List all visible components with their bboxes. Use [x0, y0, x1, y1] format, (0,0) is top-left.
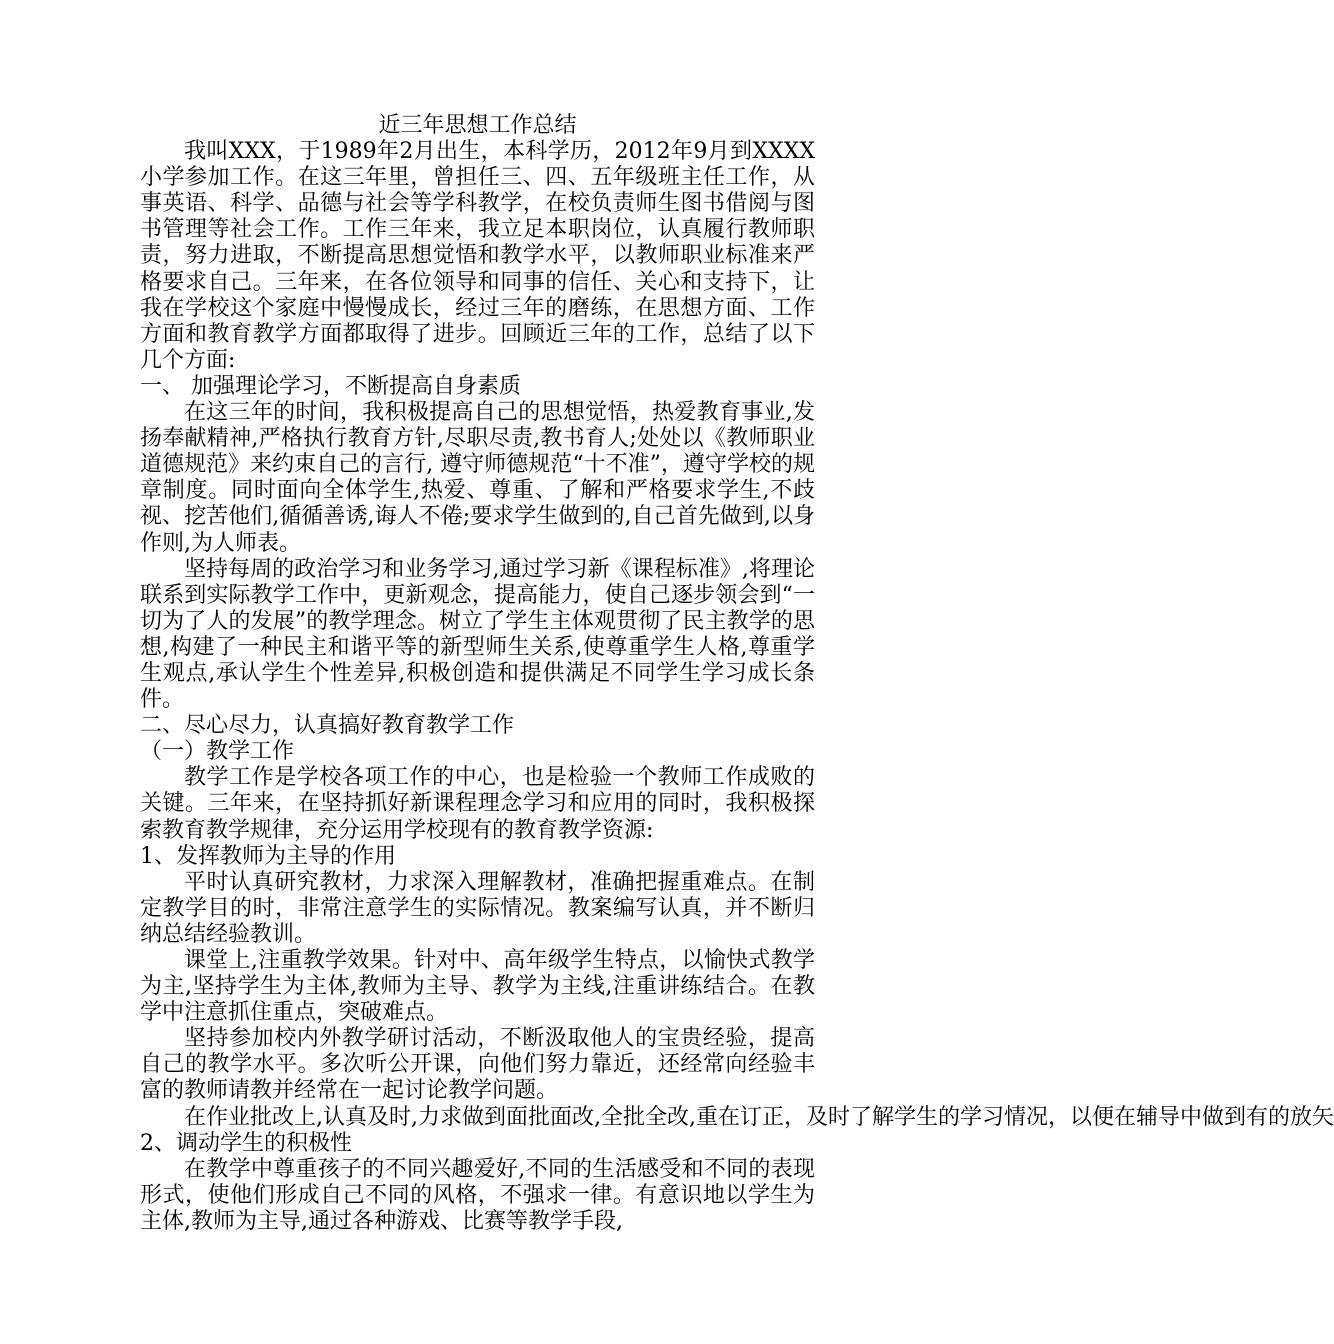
section-heading-1: 一、 加强理论学习，不断提高自身素质 — [140, 373, 521, 399]
item-heading-2: 2、调动学生的积极性 — [140, 1130, 352, 1156]
paragraph-study-1: 在这三年的时间，我积极提高自己的思想觉悟，热爱教育事业,发扬奉献精神,严格执行教育方针,尽职尽责,教书育人;处处以《教师职业道德规范》来约束自己的言行, 遵守师德规范“十不准”，遵守学校的规章制度。同时面向全体学生,热爱、尊重、了解和严格要求学生,不歧视、挖苦他们,循循善诱,诲人不倦;要求学生做到的,自己首先做到,以身作则,为人师表。 — [140, 400, 815, 556]
item-heading-1: 1、发挥教师为主导的作用 — [140, 843, 396, 869]
paragraph-classroom: 课堂上,注重教学效果。针对中、高年级学生特点，以愉快式教学为主,坚持学生为主体,教师为主导、教学为主线,注重讲练结合。在教学中注意抓住重点，突破难点。 — [140, 948, 815, 1026]
paragraph-study-2: 坚持每周的政治学习和业务学习,通过学习新《课程标准》,将理论联系到实际教学工作中，更新观念，提高能力，使自己逐步领会到“一切为了人的发展”的教学理念。树立了学生主体观贯彻了民主教学的思想,构建了一种民主和谐平等的新型师生关系,使尊重学生人格,尊重学生观点,承认学生个性差异,积极创造和提供满足不同学生学习成长条件。 — [140, 556, 815, 713]
paragraph-materials: 平时认真研究教材，力求深入理解教材，准确把握重难点。在制定教学目的时，非常注意学生的实际情况。教案编写认真，并不断归纳总结经验教训。 — [140, 869, 815, 947]
paragraph-research: 坚持参加校内外教学研讨活动，不断汲取他人的宝贵经验，提高自己的教学水平。多次听公开课，向他们努力靠近，还经常向经验丰富的教师请教并经常在一起讨论教学问题。 — [140, 1026, 815, 1104]
paragraph-homework: 在作业批改上,认真及时,力求做到面批面改,全批全改,重在订正，及时了解学生的学习情况，以便在辅导中做到有的放矢 — [184, 1104, 1334, 1130]
paragraph-teaching-intro: 教学工作是学校各项工作的中心，也是检验一个教师工作成败的关键。三年来，在坚持抓好新课程理念学习和应用的同时，我积极探索教育教学规律，充分运用学校现有的教育教学资源: — [140, 765, 815, 843]
paragraph-intro: 我叫XXX，于1989年2月出生，本科学历，2012年9月到XXXX小学参加工作。在这三年里，曾担任三、四、五年级班主任工作，从事英语、科学、品德与社会等学科教学，在校负责师生图书借阅与图书管理等社会工作。工作三年来，我立足本职岗位，认真履行教师职责，努力进取，不断提高思想觉悟和教学水平，以教师职业标准来严格要求自己。三年来，在各位领导和同事的信任、关心和支持下，让我在学校这个家庭中慢慢成长，经过三年的磨练，在思想方面、工作方面和教育教学方面都取得了进步。回顾近三年的工作，总结了以下几个方面: — [140, 139, 815, 373]
document-body — [140, 113, 1334, 1235]
section-heading-2: 二、尽心尽力，认真搞好教育教学工作 — [140, 713, 515, 739]
paragraph-motivation: 在教学中尊重孩子的不同兴趣爱好,不同的生活感受和不同的表现形式，使他们形成自己不同的风格，不强求一律。有意识地以学生为主体,教师为主导,通过各种游戏、比赛等教学手段, — [140, 1156, 815, 1234]
subsection-heading-teaching: （一）教学工作 — [140, 739, 295, 765]
document-title: 近三年思想工作总结 — [378, 113, 577, 138]
